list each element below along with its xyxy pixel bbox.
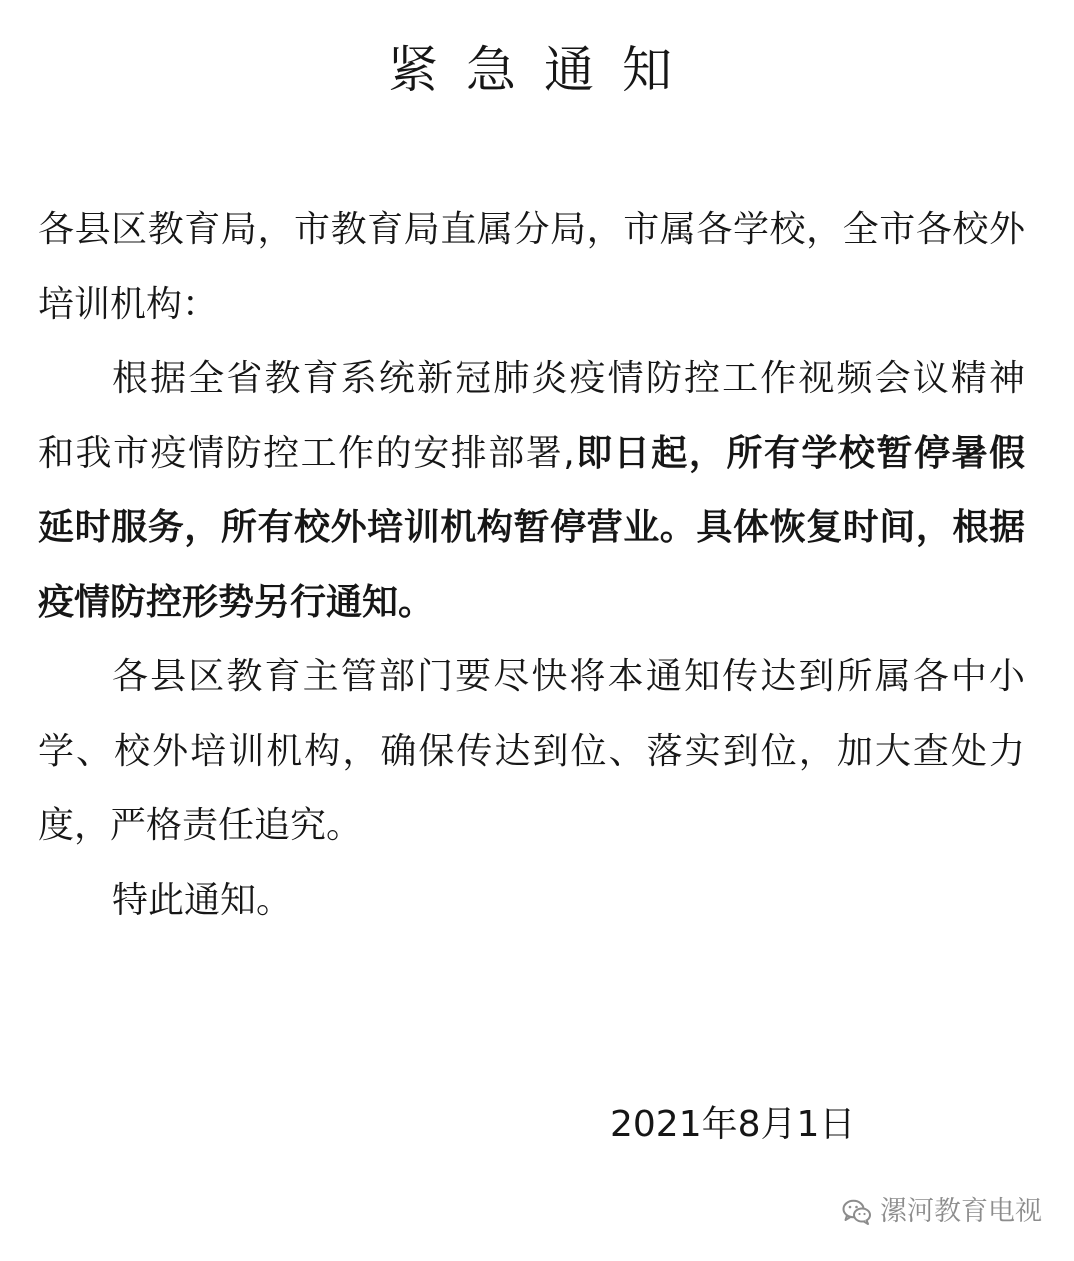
- paragraph-2-line-2: 学、校外培训机构，确保传达到位、落实到位，加大查处力: [38, 730, 1025, 772]
- notice-body: [38, 193, 1025, 938]
- paragraph-1-line-2-regular: 和我市疫情防控工作的安排部署,: [38, 432, 575, 474]
- wechat-icon: [842, 1199, 872, 1225]
- paragraph-1-line-4: 疫情防控形势另行通知。: [38, 581, 435, 623]
- notice-date: 2021年8月1日: [610, 1104, 856, 1145]
- paragraph-1-line-2-bold: 即日起，所有学校暂停暑假: [574, 432, 1025, 474]
- paragraph-1-line-2: [38, 417, 1025, 492]
- salutation-line-1: 各县区教育局，市教育局直属分局，市属各学校，全市各校外: [38, 209, 1025, 250]
- salutation-line-2: 培训机构：: [38, 283, 219, 325]
- paragraph-1-line-3: 延时服务，所有校外培训机构暂停营业。具体恢复时间，根据: [38, 507, 1025, 548]
- paragraph-1-line-1: 根据全省教育系统新冠肺炎疫情防控工作视频会议精神: [112, 358, 1025, 399]
- notice-title: 紧急通知: [388, 41, 700, 99]
- paragraph-2-line-3: 度，严格责任追究。: [38, 805, 363, 846]
- watermark: [842, 1194, 1042, 1230]
- paragraph-2-line-1: 各县区教育主管部门要尽快将本通知传达到所属各中小: [112, 656, 1025, 697]
- watermark-text: 漯河教育电视: [880, 1196, 1042, 1227]
- closing-line: 特此通知。: [112, 879, 293, 921]
